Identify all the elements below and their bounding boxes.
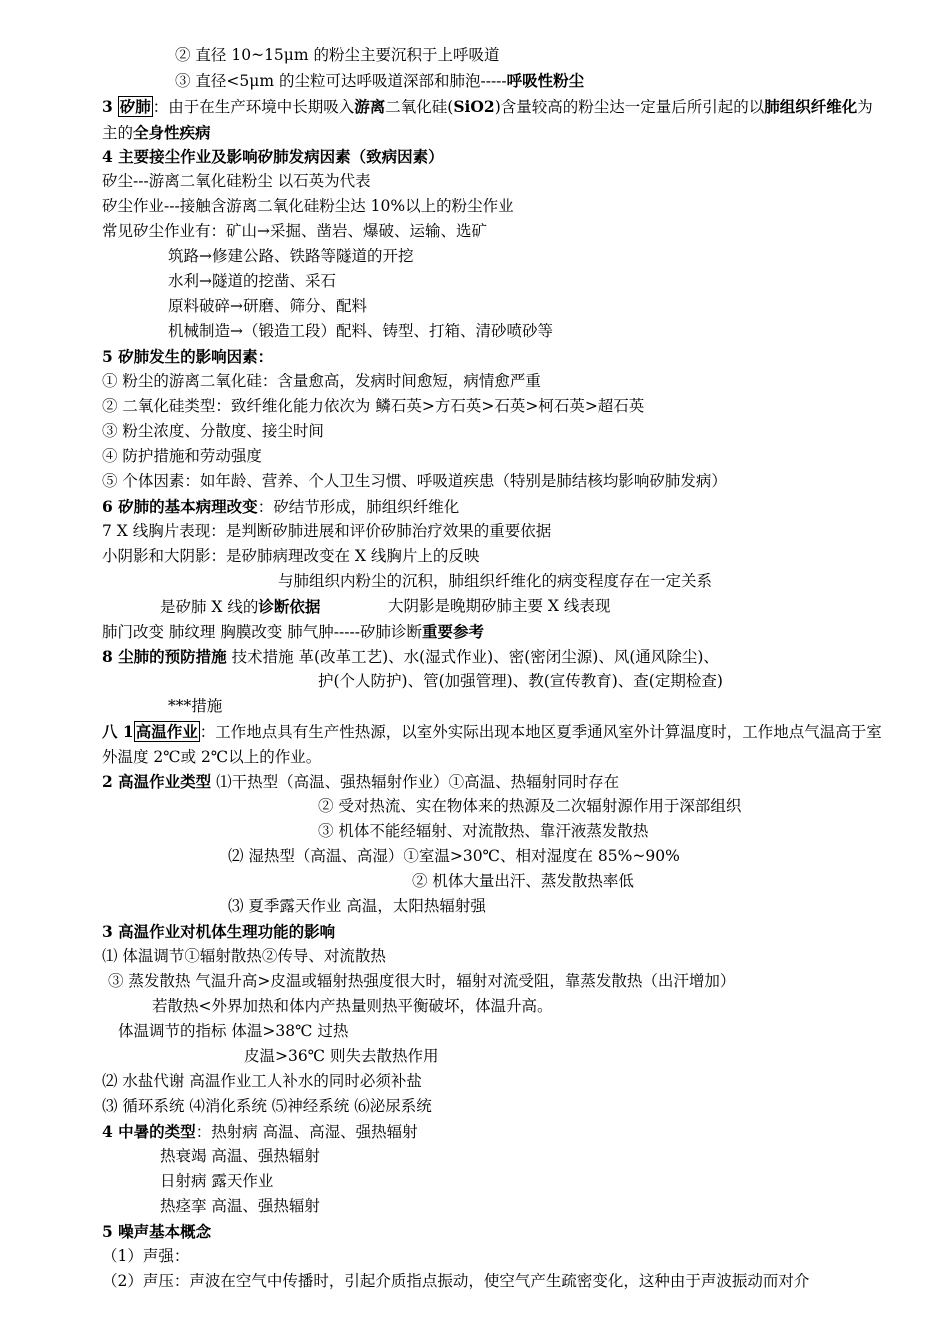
bold-term: 重要参考 [421, 622, 484, 641]
text: 日射病 露天作业 [160, 1172, 274, 1190]
text-line [318, 669, 723, 694]
text-line [102, 369, 541, 394]
text: ⑶ 循环系统 ⑷消化系统 ⑸神经系统 ⑹泌尿系统 [102, 1097, 432, 1115]
text: ：工作地点具有生产性热源，以室外实际出现本地区夏季通风室外计算温度时，工作地点气温高于室外温度 2℃或 2℃以上的作业。 [102, 723, 882, 766]
text-line [102, 419, 324, 444]
text-line [168, 294, 367, 319]
text: 原料破碎→研磨、筛分、配料 [168, 297, 367, 315]
text: 矽尘作业---接触含游离二氧化硅粉尘达 10%以上的粉尘作业 [102, 197, 514, 215]
bold-term: 全身性疾病 [133, 123, 211, 142]
text-line [102, 644, 719, 669]
section-number: 八 1 [102, 722, 134, 741]
text-line [118, 1019, 348, 1044]
heading-text: 6 矽肺的基本病理改变 [102, 497, 258, 516]
text-line [168, 269, 336, 294]
text: 热痉挛 高温、强热辐射 [160, 1197, 320, 1215]
text: ⑴干热型（高温、强热辐射作业）①高温、热辐射同时存在 [211, 773, 620, 791]
text-line [152, 994, 553, 1019]
text-line [102, 169, 371, 194]
text-line [102, 1094, 432, 1119]
text-line [388, 594, 610, 619]
section-heading [102, 144, 444, 169]
text: ③ 直径<5μm 的尘粒可达呼吸道深部和肺泡----- [175, 72, 507, 90]
bold-term: 呼吸性粉尘 [506, 71, 585, 90]
boxed-term: 矽肺 [119, 97, 151, 116]
text: 热衰竭 高温、强热辐射 [160, 1147, 320, 1165]
text: ④ 防护措施和劳动强度 [102, 447, 262, 465]
bold-term: 诊断依据 [258, 597, 321, 616]
text: 体温调节的指标 体温>38℃ 过热 [118, 1022, 349, 1040]
section-heading [102, 919, 335, 944]
text: 护(个人防护)、管(加强管理)、教(宣传教育)、查(定期检查) [318, 672, 723, 690]
bold-term: 肺组织纤维化 [764, 97, 858, 116]
text-line [175, 43, 500, 68]
text: ：矽结节形成，肺组织纤维化 [257, 498, 460, 516]
text: 7 X 线胸片表现：是判断矽肺进展和评价矽肺治疗效果的重要依据 [102, 522, 552, 540]
text: 若散热<外界加热和体内产热量则热平衡破坏，体温升高。 [152, 997, 553, 1015]
text-line [102, 1269, 809, 1294]
text-line [160, 594, 320, 619]
boxed-term: 高温作业 [135, 722, 198, 741]
text: ② 二氧化硅类型：致纤维化能力依次为 鳞石英>方石英>石英>柯石英>超石英 [102, 397, 645, 415]
text-line [244, 1044, 438, 1069]
text: 机械制造→（锻造工段）配料、铸型、打箱、清砂喷砂等 [168, 322, 553, 340]
text-line [102, 619, 484, 644]
text: )含量较高的粉尘达一定量后所引起的以 [494, 98, 765, 116]
text-line [228, 894, 486, 919]
silicosis-definition [102, 94, 882, 144]
text: 肺门改变 肺纹理 胸膜改变 肺气肿-----矽肺诊断 [102, 623, 422, 641]
text-line [102, 1119, 418, 1144]
text: 大阴影是晚期矽肺主要 X 线表现 [388, 597, 611, 615]
bold-term: SiO2 [453, 97, 495, 116]
section-heading [102, 1219, 211, 1244]
text-line [168, 694, 222, 719]
heading-text: 3 高温作业对机体生理功能的影响 [102, 922, 336, 941]
text-line [102, 469, 727, 494]
text: ⑵ 湿热型（高温、高湿）①室温>30℃、相对湿度在 85%~90% [228, 847, 680, 865]
text-line [278, 569, 712, 594]
text: ⑵ 水盐代谢 高温作业工人补水的同时必须补盐 [102, 1072, 422, 1090]
text: 为主的 [102, 98, 873, 142]
text: ② 受对热流、实在物体来的热源及二次辐射源作用于深部组织 [318, 797, 742, 815]
heading-text: 4 中暑的类型 [102, 1122, 196, 1141]
text: ⑶ 夏季露天作业 高温，太阳热辐射强 [228, 897, 486, 915]
text-line [160, 1169, 273, 1194]
text: 二氧化硅( [385, 98, 454, 116]
text: 与肺组织内粉尘的沉积，肺组织纤维化的病变程度存在一定关系 [278, 572, 713, 590]
text-line [228, 844, 680, 869]
text: ① 粉尘的游离二氧化硅：含量愈高，发病时间愈短，病情愈严重 [102, 372, 541, 390]
text: ⑤ 个体因素：如年龄、营养、个人卫生习惯、呼吸道疾患（特别是肺结核均影响矽肺发病） [102, 472, 727, 490]
text-line [412, 869, 634, 894]
section-heading [102, 344, 273, 369]
text-line [102, 769, 619, 794]
text: ：热射病 高温、高湿、强热辐射 [195, 1123, 418, 1141]
text: ***措施 [168, 697, 223, 715]
text-line [102, 944, 386, 969]
text: 技术措施 革(改革工艺)、水(湿式作业)、密(密闭尘源)、风(通风除尘)、 [226, 648, 719, 666]
text: ⑴ 体温调节①辐射散热②传导、对流散热 [102, 947, 386, 965]
text-line [102, 519, 551, 544]
text-line [102, 194, 514, 219]
text-line [102, 444, 262, 469]
text: 小阴影和大阴影：是矽肺病理改变在 X 线胸片上的反映 [102, 547, 480, 565]
text-line [102, 394, 644, 419]
heading-text: 5 噪声基本概念 [102, 1222, 212, 1241]
text: ：由于在生产环境中长期吸入 [152, 98, 355, 116]
text-line [168, 319, 553, 344]
text: 水利→隧道的挖凿、采石 [168, 272, 336, 290]
text: 筑路→修建公路、铁路等隧道的开挖 [168, 247, 414, 265]
text-line [102, 544, 479, 569]
text: 矽尘---游离二氧化硅粉尘 以石英为代表 [102, 172, 371, 190]
section-number: 3 [102, 97, 113, 116]
text-line [318, 819, 648, 844]
text: 常见矽尘作业有：矿山→采掘、凿岩、爆破、运输、选矿 [102, 222, 487, 240]
text-line [102, 494, 459, 519]
text: ② 机体大量出汗、蒸发散热率低 [412, 872, 634, 890]
text: （1）声强： [102, 1247, 190, 1265]
heading-text: 5 矽肺发生的影响因素： [102, 347, 274, 366]
text-line [175, 68, 584, 93]
text-line [168, 244, 414, 269]
text-line [160, 1144, 320, 1169]
text: 是矽肺 X 线的 [160, 598, 259, 616]
high-temperature-definition [102, 719, 882, 769]
heading-text: 8 尘肺的预防措施 [102, 647, 227, 666]
text-line [102, 1069, 422, 1094]
heading-text: 2 高温作业类型 [102, 772, 212, 791]
text-line [160, 1194, 320, 1219]
text-line [102, 1244, 189, 1269]
text-line [102, 219, 487, 244]
bold-term: 游离 [354, 97, 386, 116]
text: （2）声压：声波在空气中传播时，引起介质指点振动，使空气产生疏密变化，这种由于声波振动而对介 [102, 1272, 810, 1290]
text: ③ 蒸发散热 气温升高>皮温或辐射热强度很大时，辐射对流受阻，靠蒸发散热（出汗增加） [108, 972, 736, 990]
text: 皮温>36℃ 则失去散热作用 [244, 1047, 439, 1065]
text: ③ 粉尘浓度、分散度、接尘时间 [102, 422, 324, 440]
text: ③ 机体不能经辐射、对流散热、靠汗液蒸发散热 [318, 822, 649, 840]
text-line [318, 794, 741, 819]
text: ② 直径 10~15μm 的粉尘主要沉积于上呼吸道 [175, 46, 500, 64]
heading-text: 4 主要接尘作业及影响矽肺发病因素（致病因素） [102, 147, 444, 166]
text-line [108, 969, 735, 994]
